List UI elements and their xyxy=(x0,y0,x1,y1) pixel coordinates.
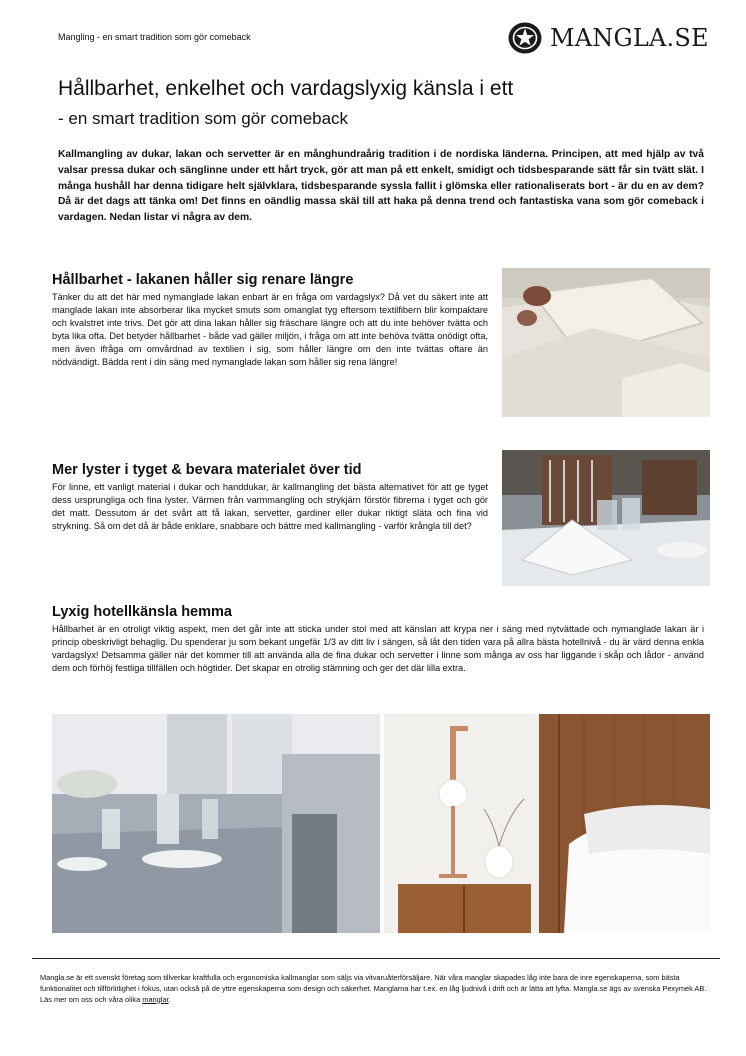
bed-linen-photo xyxy=(502,268,710,417)
section-body-lyster: För linne, ett vanligt material i dukar och handdukar, är kallmangling det bästa alternativet för att ge tyget dess ursprungliga och fina lyster. Värmen från varmmangling och strykjärn förstör fibrerna i tyget och gör det matt. Dessutom är det svårt att få lakan, servetter, gardiner eller dukar riktigt släta och fina vid strykning. Så om det då är både enklare, snabbare och bättre med kallmangling - varför krångla till det? xyxy=(52,482,488,531)
footer-link-manglar[interactable]: manglar xyxy=(142,994,169,1004)
bedroom-nightstand-photo xyxy=(384,714,710,933)
page-subtitle: - en smart tradition som gör comeback xyxy=(58,109,349,128)
section-title-hotellkansla: Lyxig hotellkänsla hemma xyxy=(52,604,232,620)
intro-paragraph: Kallmangling av dukar, lakan och servetter är en månghundraårig tradition i de nordiska länderna. Principen, att med hjälp av två valsar pressa dukar och sänglinne under ett hårt tryck, gör att man på ett enkelt, smidigt och tidsbesparande sätt får sin tvätt slät. I många hushåll har denna tidigare helt självklara, tidsbesparande syssla fallit i glömska eller rationaliserats bort - är du en av dem? Då är det dags att tänka om! Det finns en oändlig massa skäl till att haka på denna trend och fantastiska vana som gör comeback i vardagen. Nedan listar vi några av dem. xyxy=(58,149,704,224)
star-in-circle-icon xyxy=(508,21,542,55)
table-setting-photo xyxy=(52,714,380,933)
section-body-hallbarhet: Tänker du att det här med nymanglade lakan enbart är en fråga om vardagslyx? Då vet du säkert inte att manglade lakan inte absorberar lika mycket smuts som omanglat tyg eftersom textilfibern blir kompaktare och kvalstret inte trivs. Det gör att dina lakan håller sig fräschare längre och att du inte behöver tvätta och byta lika ofta. Det betyder hållbarhet - både vad gäller miljön, i fråga om att inte behöva tvätta onödigt ofta, men även ifråga om omvårdnad av textilien i sig, som håller längre om den inte tvättas oftare än nödvändigt. Bädda rent i din säng med nymanglade lakan som håller sig rena längre! xyxy=(52,292,488,367)
brand-name: MANGLA.SE xyxy=(550,24,709,52)
page-title: Hållbarhet, enkelhet och vardagslyxig känsla i ett xyxy=(58,77,514,100)
header-tagline: Mangling - en smart tradition som gör comeback xyxy=(58,32,251,42)
section-body-hotellkansla: Hållbarhet är en otroligt viktig aspekt, men det går inte att sticka under stol med att känslan att krypa ner i säng med nytvättade och nymanglade lakan är i princip obeskrivligt behaglig. Du spenderar ju som bekant ungefär 1/3 av ditt liv i sängen, så låt den tiden vara på allra bästa hotellnivå - du är värd denna enkla vardagslyx! Detsamma gäller när det kommer till att använda alla de fina dukar och servetter i linne som många av oss har liggande i skåp och lådor - använd dem och förhöj festliga tillfällen och högtider. Det skapar en otrolig stämning och ger det där lilla extra. xyxy=(52,624,704,673)
section-title-lyster: Mer lyster i tyget & bevara materialet över tid xyxy=(52,462,362,478)
footer-end: . xyxy=(168,994,171,1004)
brand-logo[interactable] xyxy=(508,21,709,55)
footer-text xyxy=(40,973,710,1005)
footer-divider xyxy=(32,958,720,959)
section-title-hallbarhet: Hållbarhet - lakanen håller sig renare längre xyxy=(52,272,354,288)
footer-body: Mangla.se är ett svenskt företag som tillverkar kraftfulla och ergonomiska kallmanglar som säljs via vitvaruåterförsäljare. När våra manglar skapades låg inte bara de inre egenskaperna, som bästa funktionalitet och tillförlitlighet i fokus, utan också på de yttre egenskaperna som design och säkerhet. Manglarna har t.ex. en låg ljudnivå i drift och är lätta att lyfta. Mangla.se ägs av svenska Pexymek AB. Läs mer om oss och våra olika xyxy=(40,973,707,1004)
restaurant-table-photo xyxy=(502,450,710,586)
